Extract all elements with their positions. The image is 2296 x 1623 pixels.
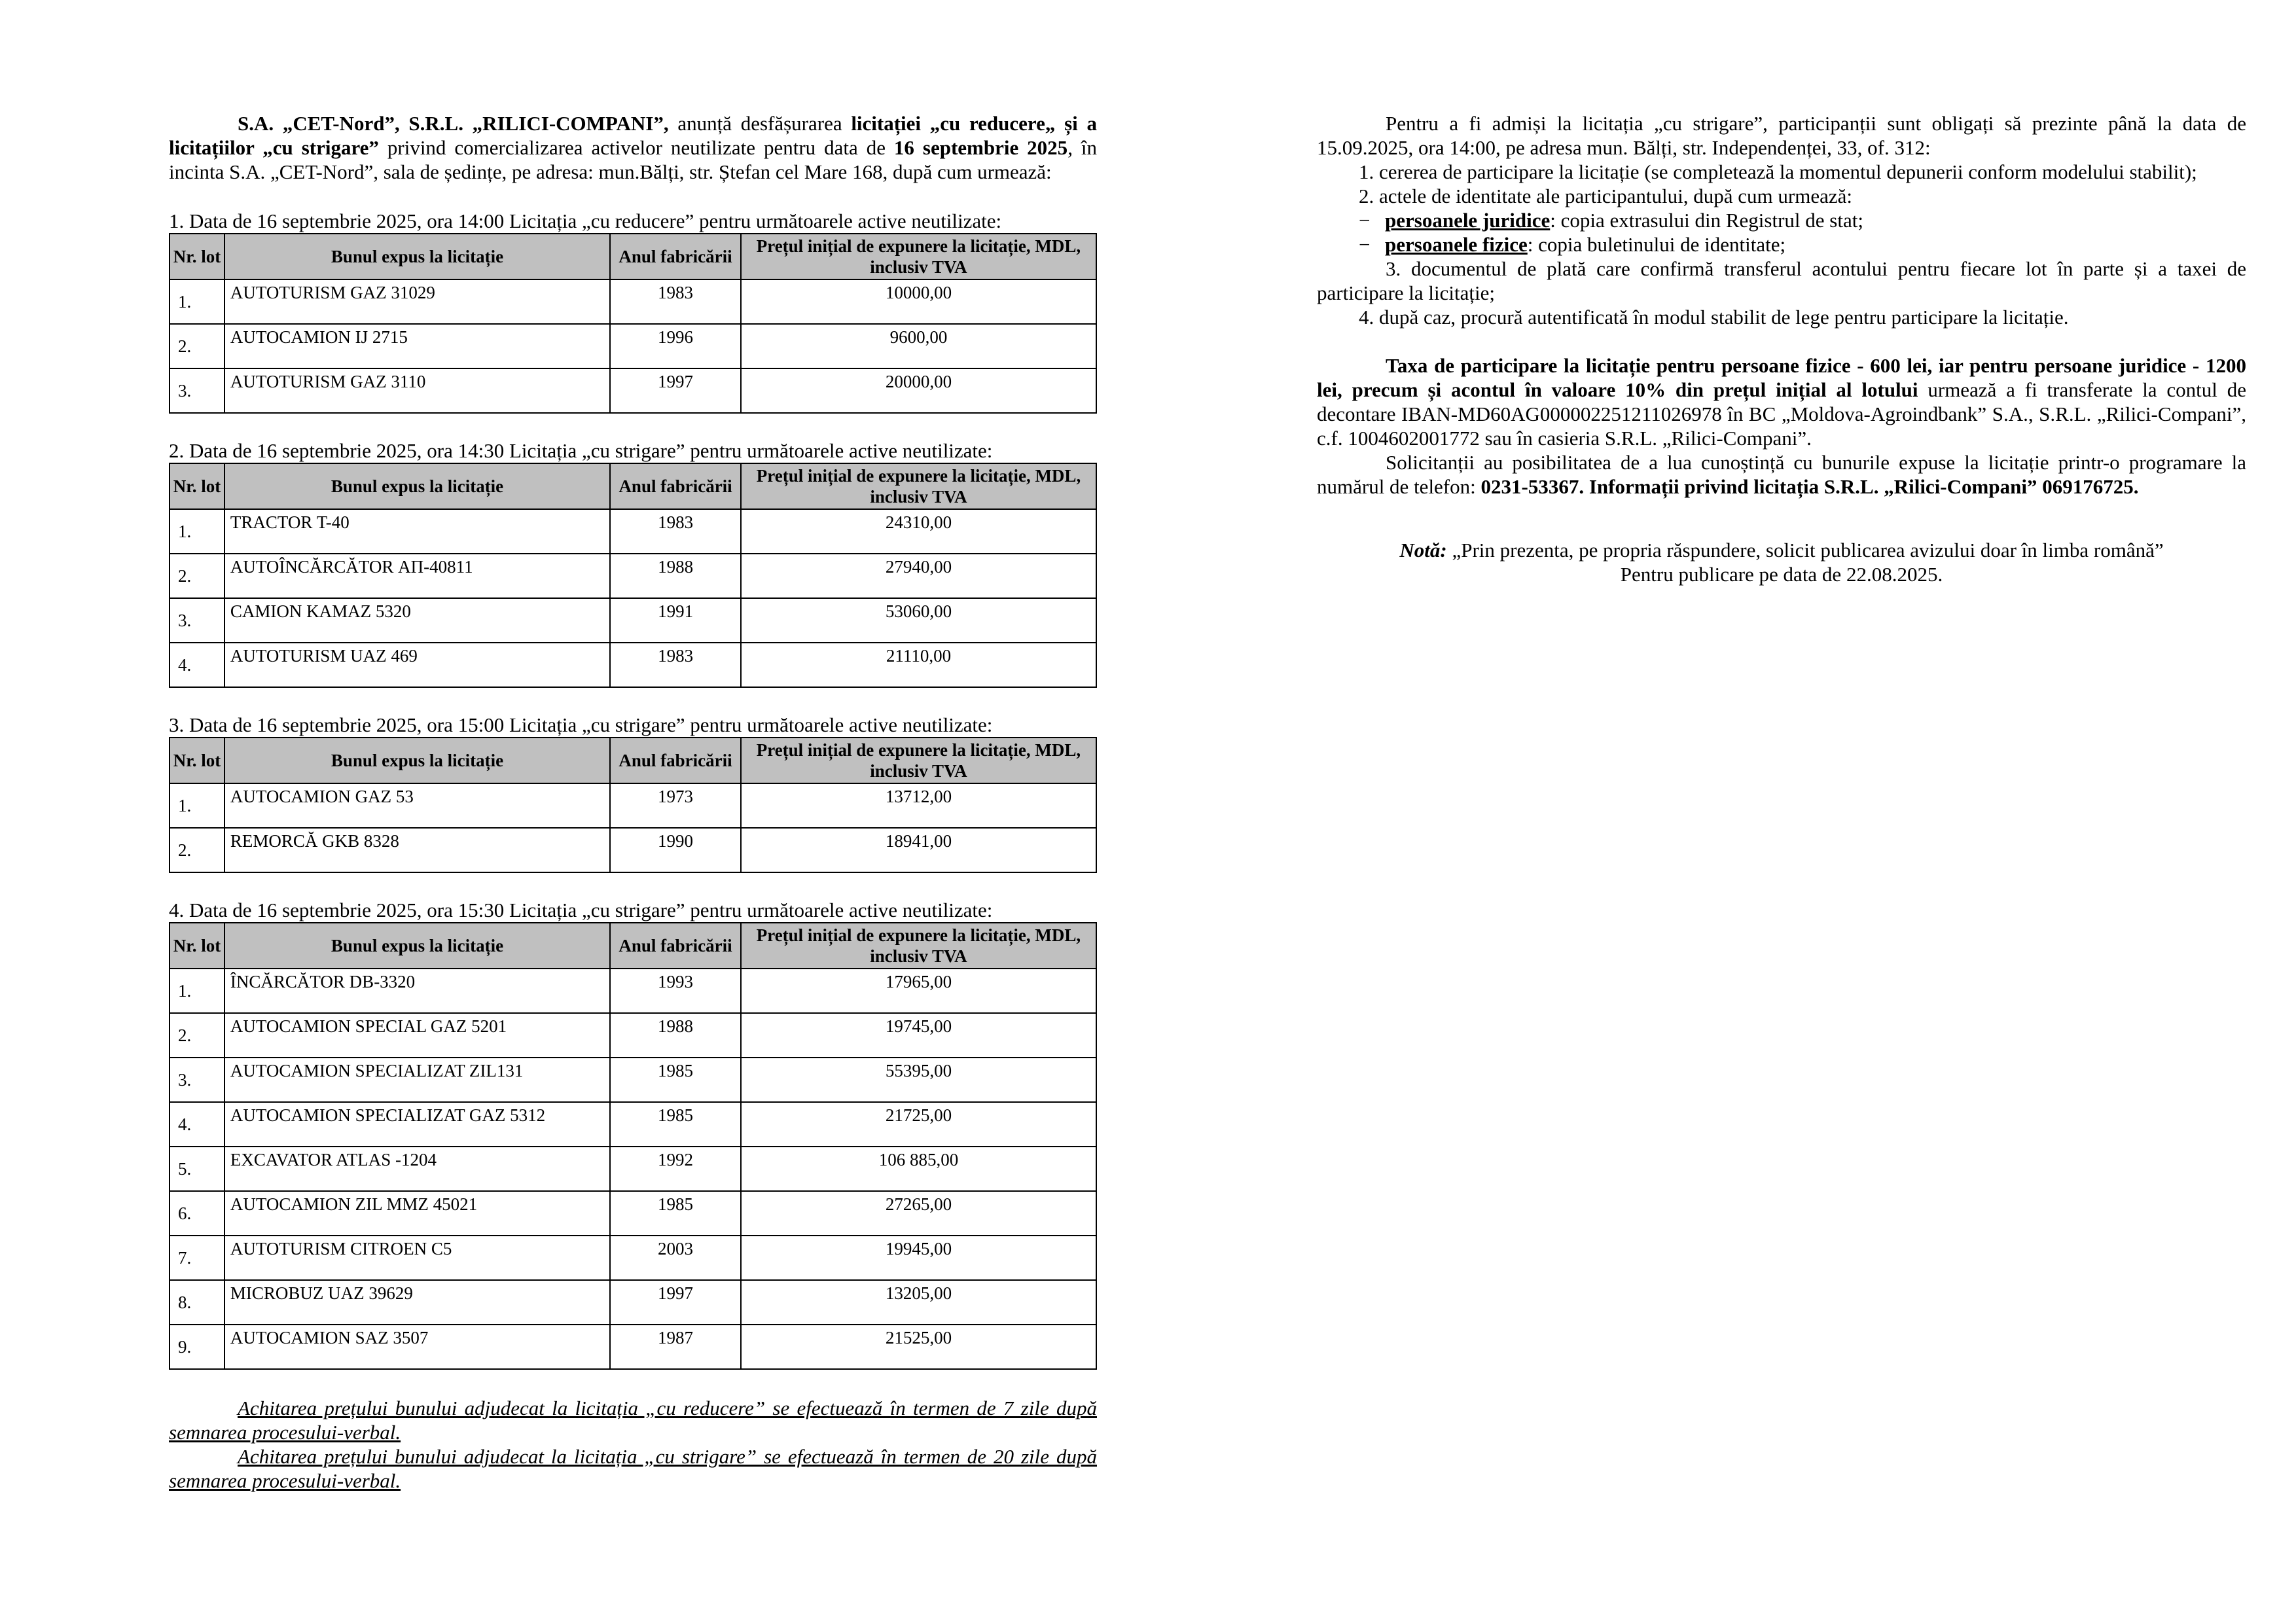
header-item: Bunul expus la licitație [224,738,610,783]
lots-table [169,737,1097,873]
table-row [170,1013,1096,1058]
lot-year: 1992 [610,1147,741,1191]
admission-paragraph: Pentru a fi admiși la licitația „cu strigare”, participanții sunt obligați să prezinte până la data de 15.09.2025, ora 14:00, pe adresa mun. Bălți, str. Independenței, 33, of. 312: [1317,112,2246,159]
lot-name: AUTOCAMION SAZ 3507 [224,1325,610,1369]
table-row [170,368,1096,413]
payment-terms [169,1396,1097,1493]
intro-text-3: , în incinta S.A. „CET-Nord”, sala de ședințe, pe adresa: mun.Bălți, str. Ștefan cel Mare 168, după cum urmează: [169,136,1098,183]
header-year: Anul fabricării [610,738,741,783]
requirement-item-2: 2. actele de identitate ale participantului, după cum urmează: [1359,185,1852,207]
lot-name: REMORCĂ GKB 8328 [224,828,610,872]
lot-number: 5. [170,1147,224,1191]
lot-price: 18941,00 [741,828,1096,872]
lots-table [169,463,1097,688]
lot-year: 1987 [610,1325,741,1369]
lot-price: 27265,00 [741,1191,1096,1236]
header-nr-lot: Nr. lot [170,234,224,279]
table-row [170,783,1096,828]
lot-price: 13712,00 [741,783,1096,828]
lot-price: 19745,00 [741,1013,1096,1058]
table-header-row [170,234,1096,279]
lot-name: AUTOCAMION SPECIALIZAT GAZ 5312 [224,1102,610,1147]
lot-price: 19945,00 [741,1236,1096,1280]
lot-price: 17965,00 [741,969,1096,1013]
lot-price: 13205,00 [741,1280,1096,1325]
table-row [170,1280,1096,1325]
lot-name: AUTOCAMION GAZ 53 [224,783,610,828]
lot-year: 1983 [610,643,741,687]
requirement-item-3: 3. documentul de plată care confirmă transferul acontului pentru fiecare lot în parte și a taxei de participare la licitație; [1317,257,2246,304]
lot-price: 21725,00 [741,1102,1096,1147]
lot-number: 2. [170,324,224,368]
table-row [170,1191,1096,1236]
table-row [170,324,1096,368]
lot-number: 2. [170,1013,224,1058]
lot-name: AUTOCAMION IJ 2715 [224,324,610,368]
lot-year: 1983 [610,279,741,324]
table-row [170,279,1096,324]
tax-text: urmează a fi transferate la contul de decontare IBAN-MD60AG000002251211026978 în BC „Moldova-Agroindbank” S.A., S.R.L. „Rilici-Compani”, c.f. 1004602001772 sau în casieria S.R.L. „Rilici-Compani”. [1317,378,2246,450]
payment-term-reducere: Achitarea prețului bunului adjudecat la licitația „cu reducere” se efectuează în termen de 7 zile după semnarea procesului-verbal. [169,1397,1097,1444]
table-header-row [170,923,1096,969]
table-row [170,1147,1096,1191]
lot-name: AUTOCAMION SPECIALIZAT ZIL131 [224,1058,610,1102]
lot-number: 1. [170,969,224,1013]
table-row [170,1325,1096,1369]
lot-number: 8. [170,1280,224,1325]
lot-year: 1985 [610,1058,741,1102]
intro-paragraph [169,111,1097,184]
dash-bullet: − [1359,233,1371,256]
lot-name: CAMION KAMAZ 5320 [224,598,610,643]
individuals-label: persoanele fizice [1385,233,1528,256]
lot-year: 1990 [610,828,741,872]
table-row [170,509,1096,554]
contact-mid: Informații privind licitația S.R.L. „Rilici-Compani” [1584,475,2043,498]
lot-name: MICROBUZ UAZ 39629 [224,1280,610,1325]
lot-year: 1985 [610,1102,741,1147]
table-row [170,554,1096,598]
intro-text-2: privind comercializarea activelor neutilizate pentru data de [378,136,894,159]
header-year: Anul fabricării [610,234,741,279]
lot-number: 1. [170,279,224,324]
lot-name: AUTOTURISM UAZ 469 [224,643,610,687]
lot-number: 1. [170,783,224,828]
lot-price: 27940,00 [741,554,1096,598]
table-row [170,643,1096,687]
header-price: Prețul inițial de expunere la licitație, MDL, inclusiv TVA [741,234,1096,279]
lot-year: 1988 [610,554,741,598]
right-column [1317,111,2246,586]
contact-phone-1: 0231-53367. [1480,475,1585,498]
lot-number: 2. [170,554,224,598]
lot-number: 4. [170,643,224,687]
header-nr-lot: Nr. lot [170,738,224,783]
lot-year: 1985 [610,1191,741,1236]
lot-price: 21525,00 [741,1325,1096,1369]
table-header-row [170,463,1096,509]
requirement-individuals [1317,232,2246,257]
lot-year: 1997 [610,368,741,413]
header-item: Bunul expus la licitație [224,923,610,969]
section-title: 1. Data de 16 septembrie 2025, ora 14:00 Licitația „cu reducere” pentru următoarele active neutilizate: [169,209,1002,232]
header-price: Prețul inițial de expunere la licitație, MDL, inclusiv TVA [741,923,1096,969]
note-label: Notă: [1399,539,1447,562]
tax-paragraph [1317,353,2246,450]
contact-paragraph [1317,450,2246,499]
lot-price: 10000,00 [741,279,1096,324]
lot-price: 55395,00 [741,1058,1096,1102]
lot-name: EXCAVATOR ATLAS -1204 [224,1147,610,1191]
lot-price: 53060,00 [741,598,1096,643]
lot-number: 1. [170,509,224,554]
note-text: „Prin prezenta, pe propria răspundere, solicit publicarea avizului doar în limba română” [1446,539,2164,562]
legal-entities-text: : copia extrasului din Registrul de stat; [1550,209,1863,232]
intro-text-1: anunță desfășurarea [668,112,852,135]
contact-text: Solicitanții au posibilitatea de a lua cunoștință cu bunurile expuse la licitație printr-o programare la numărul de telefon: [1317,451,2246,498]
table-row [170,828,1096,872]
lot-number: 9. [170,1325,224,1369]
header-price: Prețul inițial de expunere la licitație, MDL, inclusiv TVA [741,463,1096,509]
lot-number: 3. [170,598,224,643]
header-item: Bunul expus la licitație [224,234,610,279]
table-header-row [170,738,1096,783]
table-row [170,1236,1096,1280]
left-column [169,111,1097,1493]
lot-year: 1991 [610,598,741,643]
lot-number: 3. [170,368,224,413]
lot-price: 9600,00 [741,324,1096,368]
lot-number: 7. [170,1236,224,1280]
payment-term-strigare: Achitarea prețului bunului adjudecat la licitația „cu strigare” se efectuează în termen de 20 zile după semnarea procesului-verbal. [169,1445,1097,1492]
individuals-text: : copia buletinului de identitate; [1527,233,1786,256]
section-title: 4. Data de 16 septembrie 2025, ora 15:30 Licitația „cu strigare” pentru următoarele active neutilizate: [169,899,993,921]
lot-year: 1988 [610,1013,741,1058]
lot-number: 4. [170,1102,224,1147]
lot-price: 24310,00 [741,509,1096,554]
table-row [170,598,1096,643]
requirement-item-1: 1. cererea de participare la licitație (se completează la momentul depunerii conform modelului stabilit); [1359,160,2197,183]
lot-name: AUTOTURISM GAZ 31029 [224,279,610,324]
legal-entities-label: persoanele juridice [1385,209,1551,232]
lot-year: 2003 [610,1236,741,1280]
table-row [170,1102,1096,1147]
intro-org: S.A. „CET-Nord”, S.R.L. „RILICI-COMPANI”, [238,112,669,135]
intro-date: 16 septembrie 2025 [893,136,1068,159]
lot-name: AUTOCAMION SPECIAL GAZ 5201 [224,1013,610,1058]
contact-phone-2: 069176725. [2042,475,2139,498]
lot-name: AUTOTURISM GAZ 3110 [224,368,610,413]
auction-sections [169,209,1097,1370]
section-title: 2. Data de 16 septembrie 2025, ora 14:30 Licitația „cu strigare” pentru următoarele active neutilizate: [169,439,993,462]
lot-year: 1997 [610,1280,741,1325]
lots-table [169,922,1097,1370]
lot-price: 106 885,00 [741,1147,1096,1191]
header-year: Anul fabricării [610,923,741,969]
header-price: Prețul inițial de expunere la licitație, MDL, inclusiv TVA [741,738,1096,783]
table-row [170,969,1096,1013]
tax-bold-text: Taxa de participare la licitație pentru persoane fizice - 600 lei, iar pentru persoane juridice - 1200 lei, precum și acontul în valoare 10% din prețul inițial al lotului [1317,354,2246,401]
intro-bold-1: licitației „cu reducere„ și a licitațiilor „cu strigare” [169,112,1097,159]
lot-year: 1983 [610,509,741,554]
dash-bullet: − [1359,209,1371,232]
lot-name: AUTOÎNCĂRCĂTOR АП-40811 [224,554,610,598]
section-title: 3. Data de 16 septembrie 2025, ora 15:00 Licitația „cu strigare” pentru următoarele active neutilizate: [169,713,993,736]
table-row [170,1058,1096,1102]
lot-year: 1993 [610,969,741,1013]
note-line [1317,538,2246,562]
lot-name: TRACTOR T-40 [224,509,610,554]
lot-number: 6. [170,1191,224,1236]
header-nr-lot: Nr. lot [170,463,224,509]
lot-number: 3. [170,1058,224,1102]
lot-price: 21110,00 [741,643,1096,687]
requirement-item-4: 4. după caz, procură autentificată în modul stabilit de lege pentru participare la licitație. [1359,306,2069,329]
lot-name: ÎNCĂRCĂTOR DB-3320 [224,969,610,1013]
lot-price: 20000,00 [741,368,1096,413]
lot-number: 2. [170,828,224,872]
requirement-legal-entities [1317,208,2246,232]
lots-table [169,233,1097,414]
lot-name: AUTOTURISM CITROEN C5 [224,1236,610,1280]
lot-year: 1996 [610,324,741,368]
header-year: Anul fabricării [610,463,741,509]
note-block [1317,538,2246,586]
publish-date: Pentru publicare pe data de 22.08.2025. [1620,563,1943,586]
lot-name: AUTOCAMION ZIL MMZ 45021 [224,1191,610,1236]
lot-year: 1973 [610,783,741,828]
header-nr-lot: Nr. lot [170,923,224,969]
header-item: Bunul expus la licitație [224,463,610,509]
